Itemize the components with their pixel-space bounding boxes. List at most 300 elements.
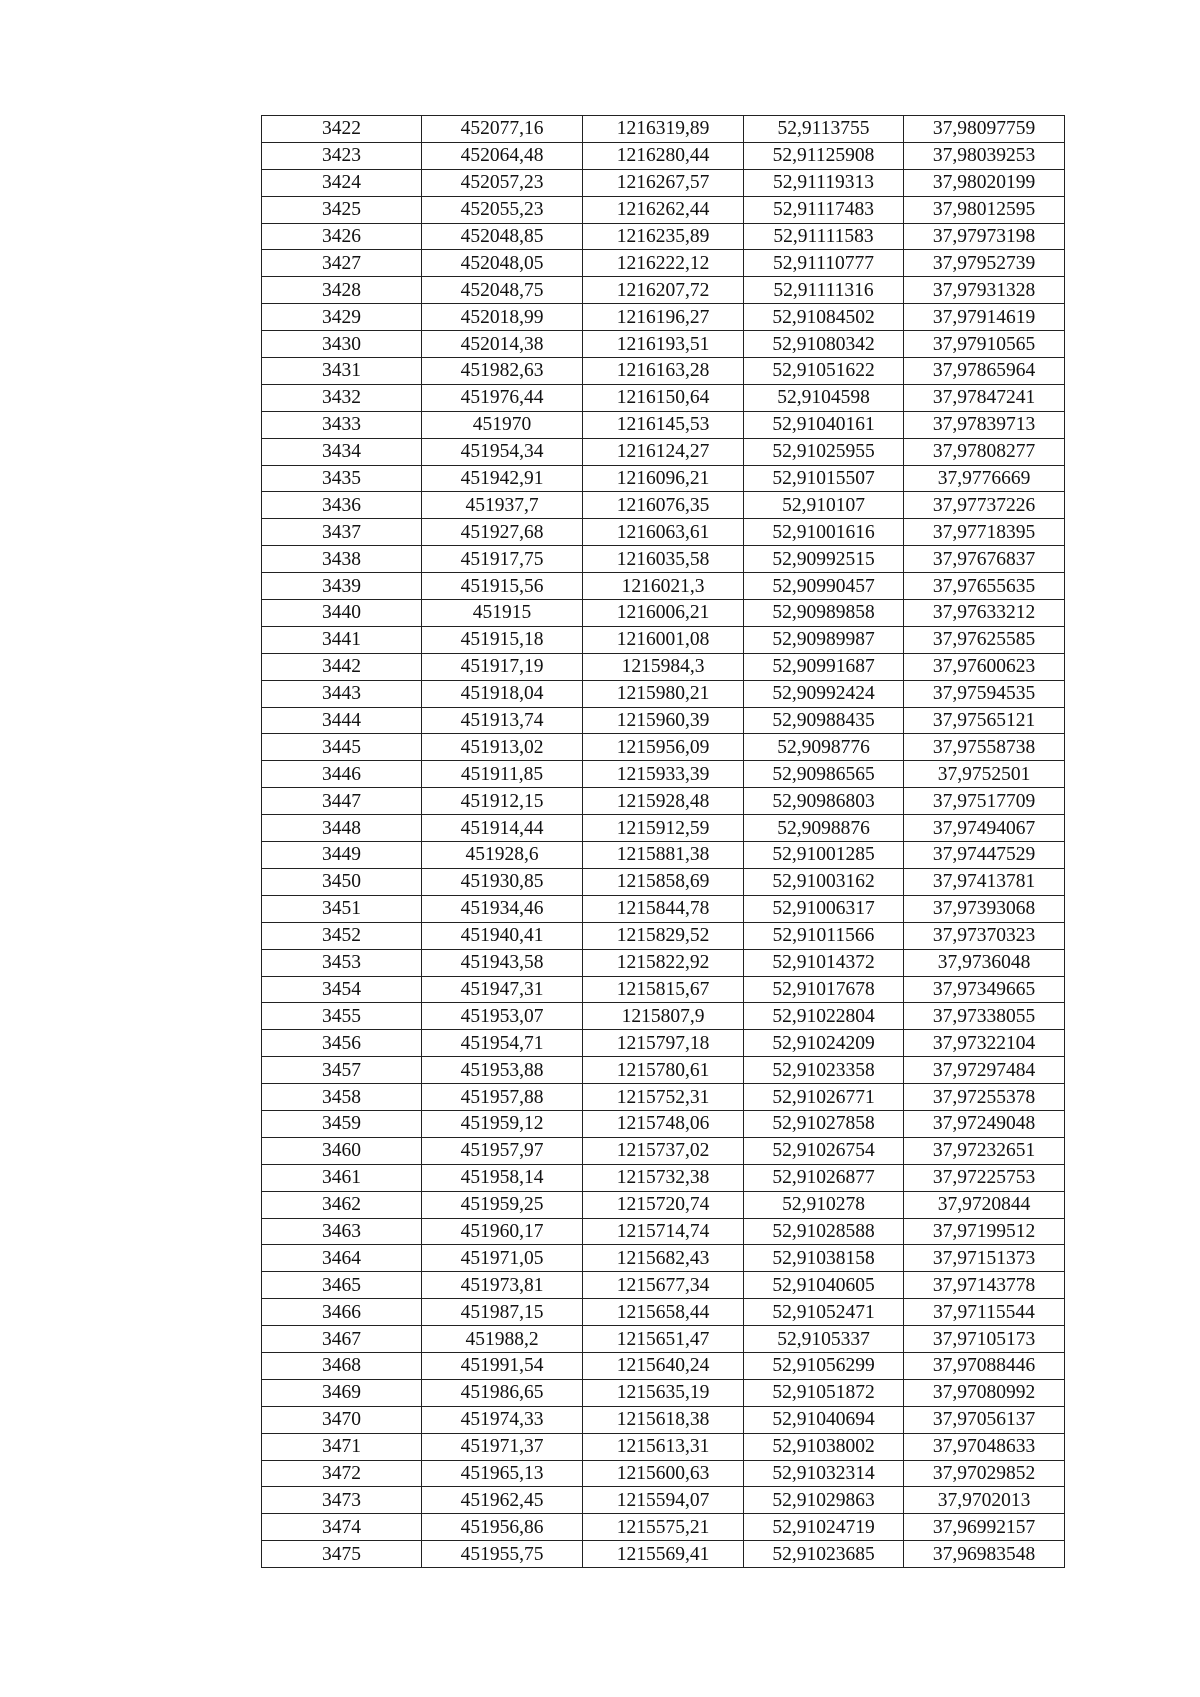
- latitude-cell: 52,91040605: [744, 1272, 904, 1299]
- table-row: [262, 1084, 1065, 1111]
- y-coordinate-cell: 1216319,89: [583, 116, 744, 143]
- longitude-cell: 37,97232651: [904, 1137, 1065, 1164]
- table-row: [262, 895, 1065, 922]
- x-coordinate-cell: 451911,85: [422, 761, 583, 788]
- point-number-cell: 3468: [262, 1352, 422, 1379]
- y-coordinate-cell: 1216193,51: [583, 331, 744, 358]
- longitude-cell: 37,97199512: [904, 1218, 1065, 1245]
- latitude-cell: 52,91024719: [744, 1514, 904, 1541]
- latitude-cell: 52,91038158: [744, 1245, 904, 1272]
- latitude-cell: 52,9104598: [744, 384, 904, 411]
- x-coordinate-cell: 451937,7: [422, 492, 583, 519]
- y-coordinate-cell: 1215594,07: [583, 1487, 744, 1514]
- x-coordinate-cell: 451957,88: [422, 1084, 583, 1111]
- longitude-cell: 37,97338055: [904, 1003, 1065, 1030]
- table-row: [262, 1245, 1065, 1272]
- point-number-cell: 3433: [262, 411, 422, 438]
- longitude-cell: 37,97115544: [904, 1299, 1065, 1326]
- table-row: [262, 922, 1065, 949]
- x-coordinate-cell: 451954,34: [422, 438, 583, 465]
- longitude-cell: 37,97105173: [904, 1326, 1065, 1353]
- x-coordinate-cell: 451915,18: [422, 626, 583, 653]
- point-number-cell: 3422: [262, 116, 422, 143]
- table-row: [262, 1272, 1065, 1299]
- y-coordinate-cell: 1215797,18: [583, 1030, 744, 1057]
- table-row: [262, 1352, 1065, 1379]
- latitude-cell: 52,91040694: [744, 1406, 904, 1433]
- y-coordinate-cell: 1215677,34: [583, 1272, 744, 1299]
- point-number-cell: 3423: [262, 142, 422, 169]
- longitude-cell: 37,97349665: [904, 976, 1065, 1003]
- table-row: [262, 492, 1065, 519]
- y-coordinate-cell: 1215682,43: [583, 1245, 744, 1272]
- longitude-cell: 37,97088446: [904, 1352, 1065, 1379]
- table-row: [262, 384, 1065, 411]
- point-number-cell: 3427: [262, 250, 422, 277]
- latitude-cell: 52,91023685: [744, 1541, 904, 1568]
- latitude-cell: 52,90991687: [744, 653, 904, 680]
- point-number-cell: 3461: [262, 1164, 422, 1191]
- point-number-cell: 3475: [262, 1541, 422, 1568]
- point-number-cell: 3431: [262, 358, 422, 385]
- latitude-cell: 52,91003162: [744, 868, 904, 895]
- longitude-cell: 37,97048633: [904, 1433, 1065, 1460]
- point-number-cell: 3439: [262, 573, 422, 600]
- point-number-cell: 3474: [262, 1514, 422, 1541]
- table-row: [262, 1057, 1065, 1084]
- y-coordinate-cell: 1215829,52: [583, 922, 744, 949]
- x-coordinate-cell: 451953,07: [422, 1003, 583, 1030]
- longitude-cell: 37,9776669: [904, 465, 1065, 492]
- table-row: [262, 1460, 1065, 1487]
- longitude-cell: 37,97151373: [904, 1245, 1065, 1272]
- y-coordinate-cell: 1215635,19: [583, 1379, 744, 1406]
- latitude-cell: 52,91029863: [744, 1487, 904, 1514]
- table-row: [262, 223, 1065, 250]
- table-row: [262, 546, 1065, 573]
- point-number-cell: 3459: [262, 1110, 422, 1137]
- point-number-cell: 3444: [262, 707, 422, 734]
- x-coordinate-cell: 451917,75: [422, 546, 583, 573]
- longitude-cell: 37,97494067: [904, 815, 1065, 842]
- x-coordinate-cell: 451914,44: [422, 815, 583, 842]
- x-coordinate-cell: 451971,37: [422, 1433, 583, 1460]
- point-number-cell: 3438: [262, 546, 422, 573]
- point-number-cell: 3453: [262, 949, 422, 976]
- y-coordinate-cell: 1216124,27: [583, 438, 744, 465]
- longitude-cell: 37,97839713: [904, 411, 1065, 438]
- longitude-cell: 37,97847241: [904, 384, 1065, 411]
- x-coordinate-cell: 451955,75: [422, 1541, 583, 1568]
- point-number-cell: 3451: [262, 895, 422, 922]
- latitude-cell: 52,90986803: [744, 788, 904, 815]
- point-number-cell: 3458: [262, 1084, 422, 1111]
- y-coordinate-cell: 1215714,74: [583, 1218, 744, 1245]
- longitude-cell: 37,98039253: [904, 142, 1065, 169]
- y-coordinate-cell: 1215844,78: [583, 895, 744, 922]
- table-row: [262, 169, 1065, 196]
- table-row: [262, 626, 1065, 653]
- latitude-cell: 52,910107: [744, 492, 904, 519]
- x-coordinate-cell: 451918,04: [422, 680, 583, 707]
- point-number-cell: 3445: [262, 734, 422, 761]
- longitude-cell: 37,97370323: [904, 922, 1065, 949]
- y-coordinate-cell: 1215928,48: [583, 788, 744, 815]
- latitude-cell: 52,91052471: [744, 1299, 904, 1326]
- table-row: [262, 331, 1065, 358]
- y-coordinate-cell: 1215956,09: [583, 734, 744, 761]
- y-coordinate-cell: 1215613,31: [583, 1433, 744, 1460]
- point-number-cell: 3450: [262, 868, 422, 895]
- latitude-cell: 52,9098876: [744, 815, 904, 842]
- x-coordinate-cell: 451954,71: [422, 1030, 583, 1057]
- latitude-cell: 52,91040161: [744, 411, 904, 438]
- point-number-cell: 3440: [262, 600, 422, 627]
- point-number-cell: 3437: [262, 519, 422, 546]
- table-row: [262, 707, 1065, 734]
- table-row: [262, 1003, 1065, 1030]
- table-row: [262, 1406, 1065, 1433]
- latitude-cell: 52,91024209: [744, 1030, 904, 1057]
- table-row: [262, 868, 1065, 895]
- x-coordinate-cell: 452064,48: [422, 142, 583, 169]
- longitude-cell: 37,97676837: [904, 546, 1065, 573]
- point-number-cell: 3454: [262, 976, 422, 1003]
- x-coordinate-cell: 451965,13: [422, 1460, 583, 1487]
- point-number-cell: 3435: [262, 465, 422, 492]
- longitude-cell: 37,97625585: [904, 626, 1065, 653]
- y-coordinate-cell: 1216035,58: [583, 546, 744, 573]
- latitude-cell: 52,91080342: [744, 331, 904, 358]
- y-coordinate-cell: 1215780,61: [583, 1057, 744, 1084]
- longitude-cell: 37,9736048: [904, 949, 1065, 976]
- x-coordinate-cell: 451912,15: [422, 788, 583, 815]
- latitude-cell: 52,91023358: [744, 1057, 904, 1084]
- table-row: [262, 653, 1065, 680]
- point-number-cell: 3436: [262, 492, 422, 519]
- x-coordinate-cell: 452014,38: [422, 331, 583, 358]
- y-coordinate-cell: 1216235,89: [583, 223, 744, 250]
- point-number-cell: 3469: [262, 1379, 422, 1406]
- latitude-cell: 52,9105337: [744, 1326, 904, 1353]
- table-row: [262, 949, 1065, 976]
- table-row: [262, 815, 1065, 842]
- longitude-cell: 37,98012595: [904, 196, 1065, 223]
- y-coordinate-cell: 1216207,72: [583, 277, 744, 304]
- y-coordinate-cell: 1215732,38: [583, 1164, 744, 1191]
- latitude-cell: 52,91026771: [744, 1084, 904, 1111]
- x-coordinate-cell: 451960,17: [422, 1218, 583, 1245]
- latitude-cell: 52,90986565: [744, 761, 904, 788]
- latitude-cell: 52,91025955: [744, 438, 904, 465]
- table-row: [262, 116, 1065, 143]
- x-coordinate-cell: 451943,58: [422, 949, 583, 976]
- longitude-cell: 37,97558738: [904, 734, 1065, 761]
- y-coordinate-cell: 1216163,28: [583, 358, 744, 385]
- longitude-cell: 37,97633212: [904, 600, 1065, 627]
- x-coordinate-cell: 451927,68: [422, 519, 583, 546]
- x-coordinate-cell: 451970: [422, 411, 583, 438]
- x-coordinate-cell: 451940,41: [422, 922, 583, 949]
- longitude-cell: 37,9720844: [904, 1191, 1065, 1218]
- latitude-cell: 52,910278: [744, 1191, 904, 1218]
- x-coordinate-cell: 451957,97: [422, 1137, 583, 1164]
- y-coordinate-cell: 1215658,44: [583, 1299, 744, 1326]
- y-coordinate-cell: 1215815,67: [583, 976, 744, 1003]
- longitude-cell: 37,97594535: [904, 680, 1065, 707]
- longitude-cell: 37,97080992: [904, 1379, 1065, 1406]
- point-number-cell: 3470: [262, 1406, 422, 1433]
- longitude-cell: 37,97297484: [904, 1057, 1065, 1084]
- latitude-cell: 52,91026754: [744, 1137, 904, 1164]
- table-row: [262, 788, 1065, 815]
- longitude-cell: 37,98097759: [904, 116, 1065, 143]
- latitude-cell: 52,91011566: [744, 922, 904, 949]
- point-number-cell: 3426: [262, 223, 422, 250]
- longitude-cell: 37,97029852: [904, 1460, 1065, 1487]
- x-coordinate-cell: 451982,63: [422, 358, 583, 385]
- table-row: [262, 277, 1065, 304]
- x-coordinate-cell: 451913,02: [422, 734, 583, 761]
- point-number-cell: 3460: [262, 1137, 422, 1164]
- latitude-cell: 52,91051872: [744, 1379, 904, 1406]
- y-coordinate-cell: 1215600,63: [583, 1460, 744, 1487]
- latitude-cell: 52,91119313: [744, 169, 904, 196]
- longitude-cell: 37,97600623: [904, 653, 1065, 680]
- y-coordinate-cell: 1215651,47: [583, 1326, 744, 1353]
- table-row: [262, 1326, 1065, 1353]
- x-coordinate-cell: 452048,05: [422, 250, 583, 277]
- longitude-cell: 37,97808277: [904, 438, 1065, 465]
- y-coordinate-cell: 1215858,69: [583, 868, 744, 895]
- x-coordinate-cell: 451958,14: [422, 1164, 583, 1191]
- x-coordinate-cell: 451974,33: [422, 1406, 583, 1433]
- table-row: [262, 1299, 1065, 1326]
- y-coordinate-cell: 1215569,41: [583, 1541, 744, 1568]
- coordinates-table: [261, 115, 1065, 1568]
- longitude-cell: 37,97865964: [904, 358, 1065, 385]
- y-coordinate-cell: 1215984,3: [583, 653, 744, 680]
- latitude-cell: 52,91015507: [744, 465, 904, 492]
- table-row: [262, 1487, 1065, 1514]
- x-coordinate-cell: 451956,86: [422, 1514, 583, 1541]
- latitude-cell: 52,9098776: [744, 734, 904, 761]
- longitude-cell: 37,97973198: [904, 223, 1065, 250]
- longitude-cell: 37,97931328: [904, 277, 1065, 304]
- x-coordinate-cell: 451930,85: [422, 868, 583, 895]
- point-number-cell: 3430: [262, 331, 422, 358]
- point-number-cell: 3472: [262, 1460, 422, 1487]
- latitude-cell: 52,90992515: [744, 546, 904, 573]
- table-row: [262, 1514, 1065, 1541]
- x-coordinate-cell: 451913,74: [422, 707, 583, 734]
- latitude-cell: 52,91022804: [744, 1003, 904, 1030]
- point-number-cell: 3449: [262, 842, 422, 869]
- longitude-cell: 37,9702013: [904, 1487, 1065, 1514]
- longitude-cell: 37,97737226: [904, 492, 1065, 519]
- table-row: [262, 1379, 1065, 1406]
- latitude-cell: 52,91001285: [744, 842, 904, 869]
- y-coordinate-cell: 1215752,31: [583, 1084, 744, 1111]
- table-row: [262, 573, 1065, 600]
- y-coordinate-cell: 1215960,39: [583, 707, 744, 734]
- table-row: [262, 734, 1065, 761]
- x-coordinate-cell: 451953,88: [422, 1057, 583, 1084]
- longitude-cell: 37,97718395: [904, 519, 1065, 546]
- point-number-cell: 3432: [262, 384, 422, 411]
- latitude-cell: 52,91051622: [744, 358, 904, 385]
- latitude-cell: 52,91001616: [744, 519, 904, 546]
- point-number-cell: 3429: [262, 304, 422, 331]
- table-row: [262, 304, 1065, 331]
- point-number-cell: 3465: [262, 1272, 422, 1299]
- point-number-cell: 3425: [262, 196, 422, 223]
- y-coordinate-cell: 1215575,21: [583, 1514, 744, 1541]
- table-row: [262, 411, 1065, 438]
- table-row: [262, 1433, 1065, 1460]
- point-number-cell: 3467: [262, 1326, 422, 1353]
- latitude-cell: 52,91125908: [744, 142, 904, 169]
- y-coordinate-cell: 1215737,02: [583, 1137, 744, 1164]
- latitude-cell: 52,91038002: [744, 1433, 904, 1460]
- longitude-cell: 37,97655635: [904, 573, 1065, 600]
- y-coordinate-cell: 1216222,12: [583, 250, 744, 277]
- x-coordinate-cell: 451991,54: [422, 1352, 583, 1379]
- point-number-cell: 3457: [262, 1057, 422, 1084]
- longitude-cell: 37,97914619: [904, 304, 1065, 331]
- point-number-cell: 3441: [262, 626, 422, 653]
- point-number-cell: 3447: [262, 788, 422, 815]
- latitude-cell: 52,91111316: [744, 277, 904, 304]
- x-coordinate-cell: 451959,25: [422, 1191, 583, 1218]
- y-coordinate-cell: 1216262,44: [583, 196, 744, 223]
- latitude-cell: 52,90989858: [744, 600, 904, 627]
- y-coordinate-cell: 1215933,39: [583, 761, 744, 788]
- longitude-cell: 37,97225753: [904, 1164, 1065, 1191]
- table-row: [262, 1110, 1065, 1137]
- y-coordinate-cell: 1216006,21: [583, 600, 744, 627]
- point-number-cell: 3455: [262, 1003, 422, 1030]
- y-coordinate-cell: 1215807,9: [583, 1003, 744, 1030]
- table-row: [262, 1164, 1065, 1191]
- latitude-cell: 52,91028588: [744, 1218, 904, 1245]
- x-coordinate-cell: 451987,15: [422, 1299, 583, 1326]
- y-coordinate-cell: 1215720,74: [583, 1191, 744, 1218]
- table-row: [262, 438, 1065, 465]
- x-coordinate-cell: 451959,12: [422, 1110, 583, 1137]
- latitude-cell: 52,91110777: [744, 250, 904, 277]
- point-number-cell: 3434: [262, 438, 422, 465]
- point-number-cell: 3446: [262, 761, 422, 788]
- y-coordinate-cell: 1215748,06: [583, 1110, 744, 1137]
- table-row: [262, 519, 1065, 546]
- table-row: [262, 680, 1065, 707]
- longitude-cell: 37,97056137: [904, 1406, 1065, 1433]
- longitude-cell: 37,97322104: [904, 1030, 1065, 1057]
- table-row: [262, 842, 1065, 869]
- point-number-cell: 3466: [262, 1299, 422, 1326]
- point-number-cell: 3471: [262, 1433, 422, 1460]
- point-number-cell: 3456: [262, 1030, 422, 1057]
- y-coordinate-cell: 1215912,59: [583, 815, 744, 842]
- latitude-cell: 52,91026877: [744, 1164, 904, 1191]
- latitude-cell: 52,91056299: [744, 1352, 904, 1379]
- table-row: [262, 142, 1065, 169]
- longitude-cell: 37,97565121: [904, 707, 1065, 734]
- point-number-cell: 3443: [262, 680, 422, 707]
- point-number-cell: 3442: [262, 653, 422, 680]
- x-coordinate-cell: 451915: [422, 600, 583, 627]
- y-coordinate-cell: 1215822,92: [583, 949, 744, 976]
- longitude-cell: 37,97447529: [904, 842, 1065, 869]
- longitude-cell: 37,97910565: [904, 331, 1065, 358]
- x-coordinate-cell: 451917,19: [422, 653, 583, 680]
- latitude-cell: 52,90992424: [744, 680, 904, 707]
- longitude-cell: 37,97517709: [904, 788, 1065, 815]
- y-coordinate-cell: 1216076,35: [583, 492, 744, 519]
- latitude-cell: 52,91111583: [744, 223, 904, 250]
- x-coordinate-cell: 451973,81: [422, 1272, 583, 1299]
- coordinates-table-body: [262, 116, 1065, 1568]
- y-coordinate-cell: 1216145,53: [583, 411, 744, 438]
- longitude-cell: 37,97255378: [904, 1084, 1065, 1111]
- y-coordinate-cell: 1216267,57: [583, 169, 744, 196]
- x-coordinate-cell: 452077,16: [422, 116, 583, 143]
- x-coordinate-cell: 452018,99: [422, 304, 583, 331]
- table-row: [262, 761, 1065, 788]
- x-coordinate-cell: 451942,91: [422, 465, 583, 492]
- point-number-cell: 3448: [262, 815, 422, 842]
- table-row: [262, 1030, 1065, 1057]
- y-coordinate-cell: 1216021,3: [583, 573, 744, 600]
- table-row: [262, 250, 1065, 277]
- table-row: [262, 1541, 1065, 1568]
- table-row: [262, 1191, 1065, 1218]
- point-number-cell: 3428: [262, 277, 422, 304]
- x-coordinate-cell: 452055,23: [422, 196, 583, 223]
- latitude-cell: 52,90990457: [744, 573, 904, 600]
- table-row: [262, 976, 1065, 1003]
- latitude-cell: 52,91084502: [744, 304, 904, 331]
- table-row: [262, 465, 1065, 492]
- longitude-cell: 37,98020199: [904, 169, 1065, 196]
- point-number-cell: 3462: [262, 1191, 422, 1218]
- table-row: [262, 358, 1065, 385]
- table-row: [262, 1137, 1065, 1164]
- longitude-cell: 37,97393068: [904, 895, 1065, 922]
- latitude-cell: 52,91014372: [744, 949, 904, 976]
- longitude-cell: 37,97143778: [904, 1272, 1065, 1299]
- point-number-cell: 3452: [262, 922, 422, 949]
- y-coordinate-cell: 1215640,24: [583, 1352, 744, 1379]
- x-coordinate-cell: 452057,23: [422, 169, 583, 196]
- x-coordinate-cell: 451928,6: [422, 842, 583, 869]
- longitude-cell: 37,97413781: [904, 868, 1065, 895]
- x-coordinate-cell: 451962,45: [422, 1487, 583, 1514]
- longitude-cell: 37,96992157: [904, 1514, 1065, 1541]
- x-coordinate-cell: 451947,31: [422, 976, 583, 1003]
- table-row: [262, 196, 1065, 223]
- point-number-cell: 3424: [262, 169, 422, 196]
- x-coordinate-cell: 451976,44: [422, 384, 583, 411]
- latitude-cell: 52,91006317: [744, 895, 904, 922]
- y-coordinate-cell: 1216280,44: [583, 142, 744, 169]
- y-coordinate-cell: 1216096,21: [583, 465, 744, 492]
- longitude-cell: 37,9752501: [904, 761, 1065, 788]
- table-row: [262, 600, 1065, 627]
- y-coordinate-cell: 1215618,38: [583, 1406, 744, 1433]
- longitude-cell: 37,97952739: [904, 250, 1065, 277]
